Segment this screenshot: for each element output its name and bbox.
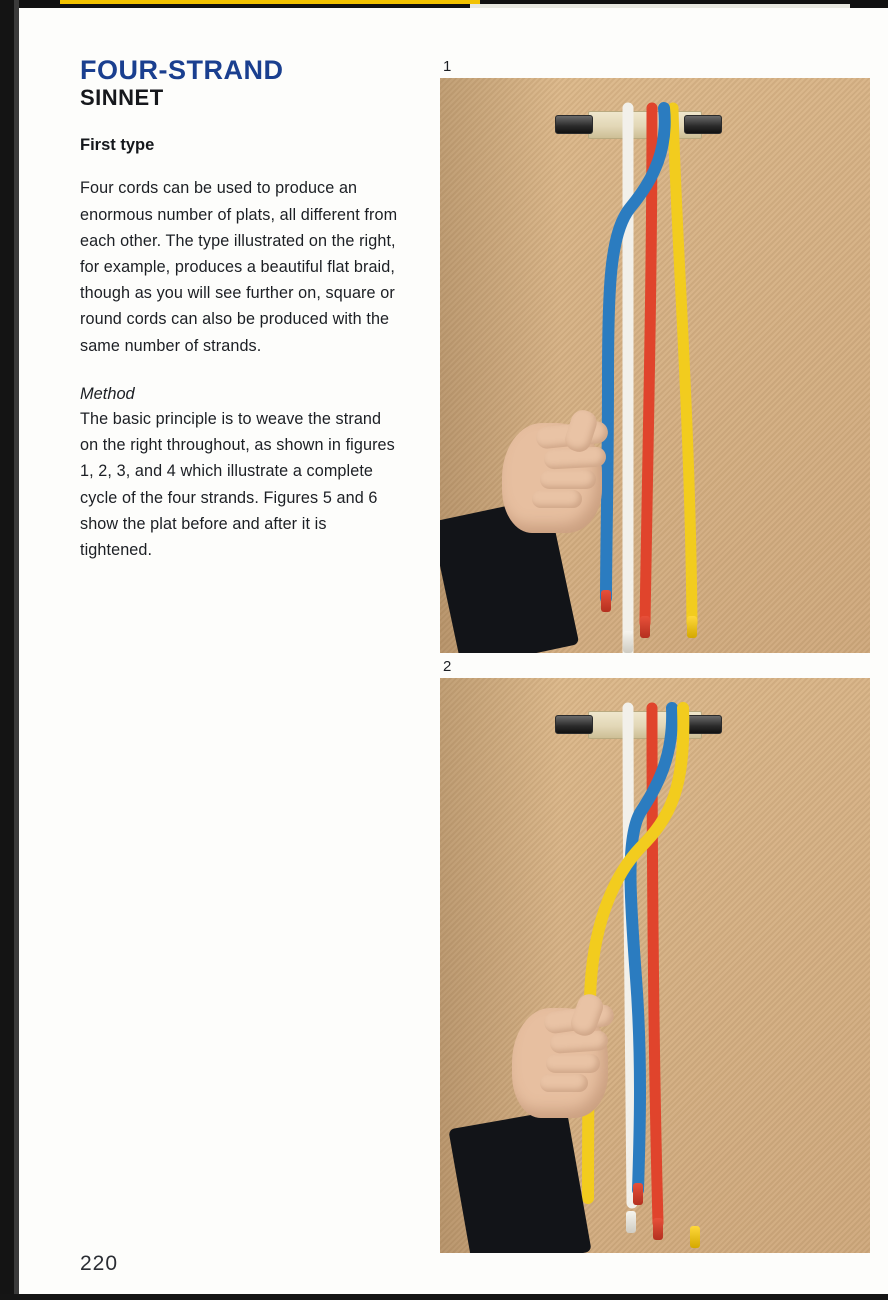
page-title-line-1: FOUR-STRAND bbox=[80, 55, 284, 85]
cord-tip-yellow-end bbox=[690, 1226, 700, 1248]
scan-edge-top-accent-2 bbox=[470, 4, 850, 8]
figure-1-photo bbox=[440, 78, 870, 653]
page-number: 220 bbox=[80, 1252, 119, 1275]
cord-tip-red bbox=[653, 1218, 663, 1240]
finger-little bbox=[540, 1074, 588, 1092]
cord-tip-white bbox=[626, 1211, 636, 1233]
cord-yellow bbox=[673, 108, 692, 623]
scan-edge-left bbox=[0, 0, 14, 1300]
finger-ring bbox=[546, 1054, 600, 1073]
cord-tip-red bbox=[640, 616, 650, 638]
figure-2-number: 2 bbox=[443, 658, 452, 675]
cord-tip-white bbox=[623, 631, 633, 653]
finger-ring bbox=[540, 470, 596, 489]
sleeve bbox=[448, 1109, 591, 1253]
finger-little bbox=[532, 490, 582, 508]
intro-paragraph: Four cords can be used to produce an enormous number of plats, all different from each other. The type illustrated on the right, for example, produces a beautiful flat braid, though as you will see further on, square or round cords can also be produced with the same number of strands. bbox=[80, 179, 398, 355]
method-paragraph: The basic principle is to weave the strand on the right throughout, as shown in figures 1, 2, 3, and 4 which illustrate a complete cycle of the four strands. Figures 5 and 6 show the plat before and after it is tightened. bbox=[80, 409, 395, 560]
scan-edge-top-accent bbox=[60, 0, 480, 4]
cord-tip-blue bbox=[633, 1183, 643, 1205]
section-subtitle: First type bbox=[80, 136, 155, 155]
figure-2-photo bbox=[440, 678, 870, 1253]
scan-edge-left-inner bbox=[14, 0, 19, 1300]
cord-tip-yellow bbox=[687, 616, 697, 638]
page-title-line-2: SINNET bbox=[80, 85, 164, 111]
scan-edge-bottom bbox=[0, 1294, 888, 1300]
text-column bbox=[80, 56, 400, 580]
figure-1-number: 1 bbox=[443, 58, 452, 75]
cord-tip-blue-held bbox=[601, 590, 611, 612]
method-heading: Method bbox=[80, 384, 135, 403]
